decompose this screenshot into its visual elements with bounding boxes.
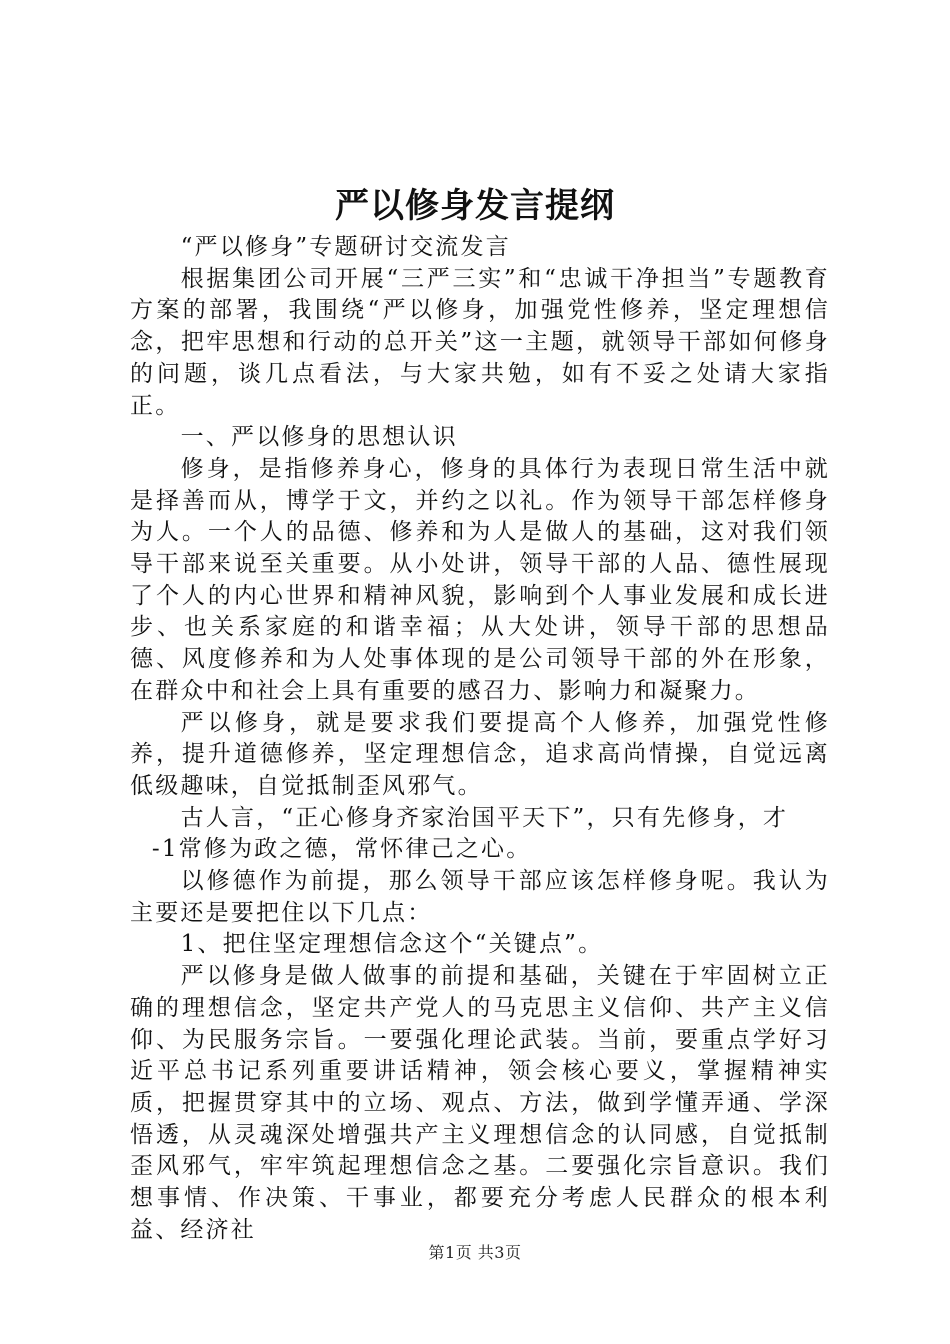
subsection-heading: 1、把住坚定理想信念这个“关键点”。 — [180, 931, 604, 958]
body-paragraph: 古人言，“正心修身齐家治国平天下”，只有先修身，才 — [180, 804, 789, 831]
body-paragraph: 修身，是指修养身心，修身的具体行为表现日常生活中就是择善而从，博学于文，并约之以礼。作为领导干部怎样修身为人。一个人的品德、修养和为人是做人的基础，这对我们领导干部来说至关重要。从小处讲，领导干部的人品、德性展现了个人的内心世界和精神风貌，影响到个人事业发展和成长进步、也关系家庭的和谐幸福；从大处讲，领导干部的思想品德、风度修养和为人处事体现的是公司领导干部的外在形象，在群众中和社会上具有重要的感召力、影响力和凝聚力。 — [130, 455, 830, 704]
body-fragment: -1常修为政之德，常怀律己之心。 — [151, 836, 532, 863]
section-heading: 一、严以修身的思想认识 — [180, 424, 458, 451]
body-paragraph: 严以修身，就是要求我们要提高个人修养，加强党性修养，提升道德修养，坚定理想信念，追求高尚情操，自觉远离低级趣味，自觉抵制歪风邪气。 — [130, 709, 830, 799]
body-paragraph: 以修德作为前提，那么领导干部应该怎样修身呢。我认为主要还是要把住以下几点： — [130, 868, 830, 926]
document-body — [130, 232, 830, 1247]
page-number-footer: 第1页 共3页 — [428, 1243, 522, 1262]
intro-paragraph: 根据集团公司开展“三严三实”和“忠诚干净担当”专题教育方案的部署，我围绕“严以修身，加强党性修养，坚定理想信念，把牢思想和行动的总开关”这一主题，就领导干部如何修身的问题，谈几点看法，与大家共勉，如有不妥之处请大家指正。 — [130, 265, 830, 419]
document-title: 严以修身发言提纲 — [335, 186, 615, 226]
document-subtitle: “严以修身”专题研讨交流发言 — [180, 234, 511, 260]
body-paragraph: 严以修身是做人做事的前提和基础，关键在于牢固树立正确的理想信念，坚定共产党人的马克思主义信仰、共产主义信仰、为民服务宗旨。一要强化理论武装。当前，要重点学好习近平总书记系列重要讲话精神，领会核心要义，掌握精神实质，把握贯穿其中的立场、观点、方法，做到学懂弄通、学深悟透，从灵魂深处增强共产主义理想信念的认同感，自觉抵制歪风邪气，牢牢筑起理想信念之基。二要强化宗旨意识。我们想事情、作决策、干事业，都要充分考虑人民群众的根本利益、经济社 — [130, 963, 830, 1243]
